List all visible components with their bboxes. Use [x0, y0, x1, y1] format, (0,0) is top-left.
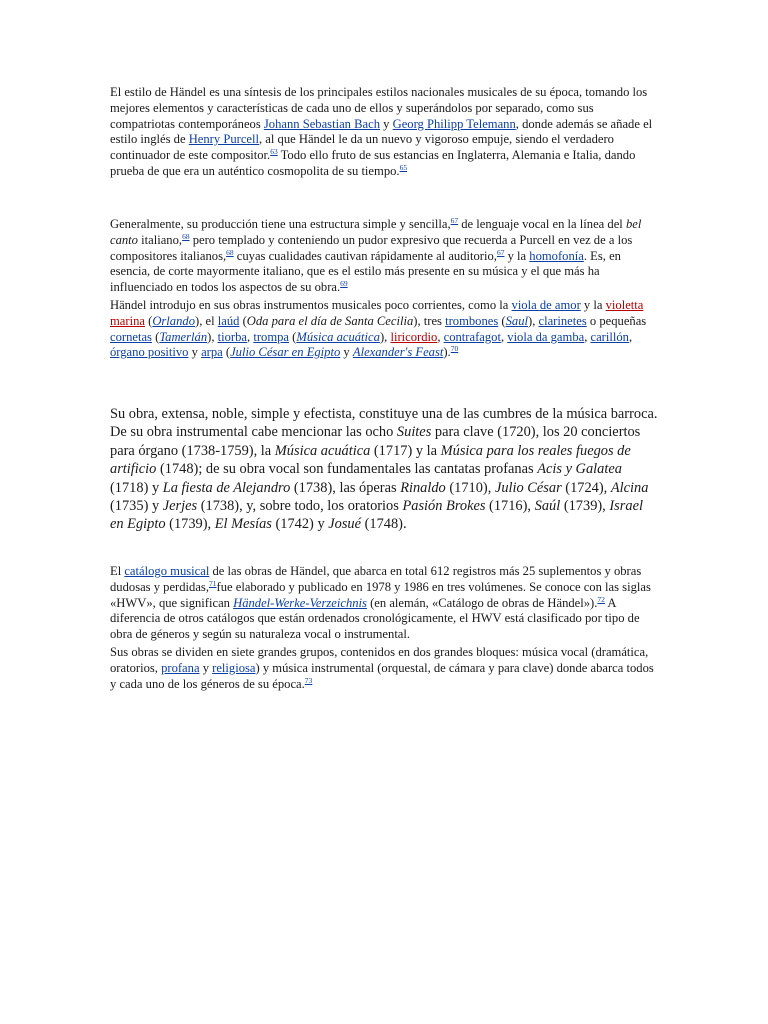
text: (1739),: [165, 516, 215, 533]
footnote-link[interactable]: 63: [270, 147, 278, 157]
link-orlando[interactable]: [152, 314, 195, 328]
italic-julio-cesar: Julio César en Egipto: [230, 345, 341, 360]
text: (: [289, 329, 297, 344]
text: para clave (1720), los 20 conciertos para órgano (1738-1759), la: [110, 424, 641, 459]
italic-musica-acuatica: Música acuática: [296, 329, 380, 344]
text: ),: [528, 313, 539, 328]
italic-pasion-brokes: Pasión Brokes: [402, 498, 486, 515]
text: y la: [504, 248, 530, 263]
footnote-ref-68[interactable]: [182, 232, 190, 241]
text: A diferencia de otros catálogos que están ordenados cronológicamente, el HWV está clasificado por tipo de obra de géneros y según su naturaleza vocal o instrumental.: [110, 595, 640, 642]
text: y la: [580, 298, 606, 312]
text: ).: [443, 345, 451, 360]
text: ),: [379, 329, 391, 344]
text: (1738), y, sobre todo, los oratorios: [197, 498, 403, 515]
text: (1724),: [561, 479, 611, 496]
text: (1748); de su obra vocal son fundamentales las cantatas profanas: [156, 461, 538, 478]
link-homofonia[interactable]: homofonía: [529, 248, 584, 263]
link-cornetas[interactable]: cornetas: [110, 329, 152, 344]
text: o pequeñas: [586, 313, 647, 328]
link-contrafagot[interactable]: contrafagot: [443, 329, 501, 344]
text: ), tres: [413, 313, 446, 328]
italic-suites: Suites: [396, 424, 432, 441]
text: , donde además se añade el estilo inglés de: [110, 116, 653, 147]
italic-alexanders-feast: Alexander's Feast: [352, 345, 444, 360]
text: (1748).: [361, 516, 407, 533]
text: italiano,: [137, 232, 183, 247]
footnote-ref-73[interactable]: [305, 676, 313, 685]
footnote-ref-69[interactable]: [340, 279, 348, 288]
italic-fiesta-de-alejandro: La fiesta de Alejandro: [162, 479, 291, 496]
paragraph-works: [110, 405, 658, 534]
text: , al que Händel le da un nuevo y vigoroso empuje, siendo el verdadero continuador de este compositor.: [110, 132, 614, 163]
link-georg-philipp-telemann[interactable]: Georg Philipp Telemann: [392, 116, 516, 131]
text: Händel introdujo en sus obras instrumentos musicales poco corrientes, como la: [110, 298, 512, 312]
paragraph-production: [110, 217, 658, 296]
italic-julio-cesar: Julio César: [494, 479, 562, 496]
link-viola-da-gamba[interactable]: viola da gamba: [507, 329, 585, 344]
footnote-ref-72[interactable]: [597, 595, 605, 604]
text: pero templado y conteniendo un pudor expresivo que recuerda a Purcell en vez de a los compositores italianos,: [110, 232, 633, 263]
text: y: [340, 345, 353, 360]
link-organo-positivo[interactable]: órgano positivo: [110, 345, 189, 360]
italic-rinaldo: Rinaldo: [400, 479, 446, 496]
footnote-ref-67[interactable]: [451, 216, 459, 225]
text: ) y música instrumental (orquestal, de cámara y para clave) donde abarca todos y cada uno de los géneros de su época.: [110, 660, 654, 691]
link-handel-werke-verzeichnis[interactable]: [233, 596, 367, 610]
link-profana[interactable]: profana: [161, 660, 200, 675]
footnote-link[interactable]: 68: [226, 247, 234, 257]
text: Generalmente, su producción tiene una estructura simple y sencilla,: [110, 217, 451, 231]
text: de las obras de Händel, que abarca en total 612 registros más 25 suplementos y obras dudosas y perdidas,: [110, 564, 642, 594]
italic-acis-y-galatea: Acis y Galatea: [537, 461, 622, 478]
text: cuyas cualidades cautivan rápidamente al auditorio,: [233, 248, 497, 263]
footnote-link[interactable]: 69: [340, 279, 348, 289]
footnote-link[interactable]: 67: [496, 247, 505, 257]
text: ,: [500, 329, 508, 344]
text: Todo ello fruto de sus estancias en Inglaterra, Alemania e Italia, dando prueba de que era un auténtico cosmopolita de su tiempo.: [110, 148, 636, 178]
text: El estilo de Händel es una síntesis de los principales estilos nacionales musicales de su época, tomando los mejores elementos y características de cada uno de ellos y superándolos por separado, como sus compatriotas contemporáneos: [110, 85, 648, 131]
text: (1738), las óperas: [290, 479, 401, 496]
link-saul[interactable]: [506, 314, 528, 328]
link-musica-acuatica[interactable]: [296, 330, 380, 344]
text: fue elaborado y publicado en 1978 y 1986 en tres volúmenes. Se conoce con las siglas «HWV», que significan: [110, 579, 651, 610]
footnote-link[interactable]: 65: [399, 162, 408, 172]
text: y: [188, 345, 202, 360]
italic-saul: Saúl: [534, 498, 561, 515]
text: ,: [247, 329, 254, 344]
link-alexanders-feast[interactable]: [353, 345, 443, 359]
footnote-link[interactable]: 71: [209, 578, 217, 588]
text: . Es, en esencia, de corte mayormente italiano, que es el estilo más presente en su música y el que más ha influenciado en todos los aspectos de su obra.: [110, 248, 621, 295]
link-arpa[interactable]: arpa: [201, 345, 223, 360]
text: (en alemán, «Catálogo de obras de Händel»).: [366, 595, 598, 610]
text: y: [199, 660, 213, 675]
link-liricordio[interactable]: liricordio: [390, 329, 438, 344]
paragraph-catalogue: [110, 564, 658, 643]
link-violetta-marina[interactable]: violetta marina: [110, 298, 644, 328]
text: (: [239, 313, 247, 328]
text: (1710),: [445, 479, 495, 496]
text: (: [151, 329, 160, 344]
link-clarinetes[interactable]: clarinetes: [538, 313, 587, 328]
link-tiorba[interactable]: tiorba: [217, 329, 248, 344]
link-laud[interactable]: laúd: [217, 313, 240, 328]
text: (: [498, 313, 506, 328]
link-religiosa[interactable]: religiosa: [212, 660, 256, 675]
footnote-link[interactable]: 67: [450, 216, 459, 225]
italic-fuegos-de-artificio: Música para los reales fuegos de artificio: [110, 442, 631, 478]
text: Sus obras se dividen en siete grandes grupos, contenidos en dos grandes bloques: música vocal (dramática, oratorios,: [110, 645, 649, 675]
text: (1739),: [560, 498, 610, 515]
footnote-ref-68[interactable]: [226, 248, 234, 257]
italic-musica-acuatica: Música acuática: [274, 442, 371, 459]
italic-el-mesias: El Mesías: [214, 516, 272, 533]
italic-oda: Oda para el día de Santa Cecilia: [246, 313, 414, 328]
italic-alcina: Alcina: [610, 479, 649, 496]
text: ,: [628, 329, 633, 344]
footnote-ref-70[interactable]: [451, 344, 459, 353]
italic-israel-en-egipto: Israel en Egipto: [110, 498, 643, 533]
text: ,: [584, 329, 591, 344]
text: (1718) y: [110, 479, 163, 496]
link-catalogo-musical[interactable]: catálogo musical: [124, 564, 210, 578]
italic-orlando: Orlando: [152, 313, 195, 328]
footnote-link[interactable]: 70: [450, 344, 459, 354]
italic-saul: Saul: [505, 313, 528, 328]
link-carillon[interactable]: carillón: [590, 329, 629, 344]
link-henry-purcell[interactable]: Henry Purcell: [188, 132, 259, 147]
link-tamerlan[interactable]: [159, 330, 207, 344]
paragraph-instruments: [110, 298, 658, 361]
paragraph-groups: [110, 645, 658, 692]
text: (1716),: [485, 498, 535, 515]
italic-jerjes: Jerjes: [162, 498, 198, 515]
footnote-ref-65[interactable]: [400, 163, 408, 172]
text: ,: [437, 329, 444, 344]
text: ), el: [195, 313, 218, 328]
footnote-ref-71[interactable]: [209, 579, 217, 588]
text: (1717) y la: [370, 442, 441, 459]
link-viola-de-amor[interactable]: viola de amor: [511, 298, 581, 312]
text: de lenguaje vocal en la línea del: [458, 217, 626, 231]
text: (1742) y: [271, 516, 329, 533]
text: (: [144, 313, 153, 328]
text: (1735) y: [110, 498, 163, 515]
text: ),: [207, 329, 218, 344]
footnote-link[interactable]: 68: [182, 231, 190, 241]
text: El: [110, 564, 125, 578]
text: Su obra, extensa, noble, simple y efectista, constituye una de las cumbres de la música barroca. De su obra instrumental cabe mencionar las ocho: [110, 406, 658, 441]
footnote-link[interactable]: 72: [597, 594, 605, 604]
text: (: [222, 345, 231, 360]
italic-tamerlan: Tamerlán: [159, 329, 208, 344]
italic-hwv: Händel-Werke-Verzeichnis: [233, 595, 367, 610]
italic-josue: Josué: [328, 516, 362, 533]
link-trompa[interactable]: trompa: [253, 329, 290, 344]
italic-bel-canto: bel canto: [110, 217, 642, 247]
paragraph-style: [110, 85, 658, 180]
footnote-link[interactable]: 73: [304, 675, 313, 685]
link-trombones[interactable]: trombones: [445, 313, 499, 328]
text: y: [380, 116, 393, 131]
link-julio-cesar-en-egipto[interactable]: [230, 345, 340, 359]
link-johann-sebastian-bach[interactable]: Johann Sebastian Bach: [263, 116, 380, 131]
footnote-ref-63[interactable]: [270, 147, 278, 156]
